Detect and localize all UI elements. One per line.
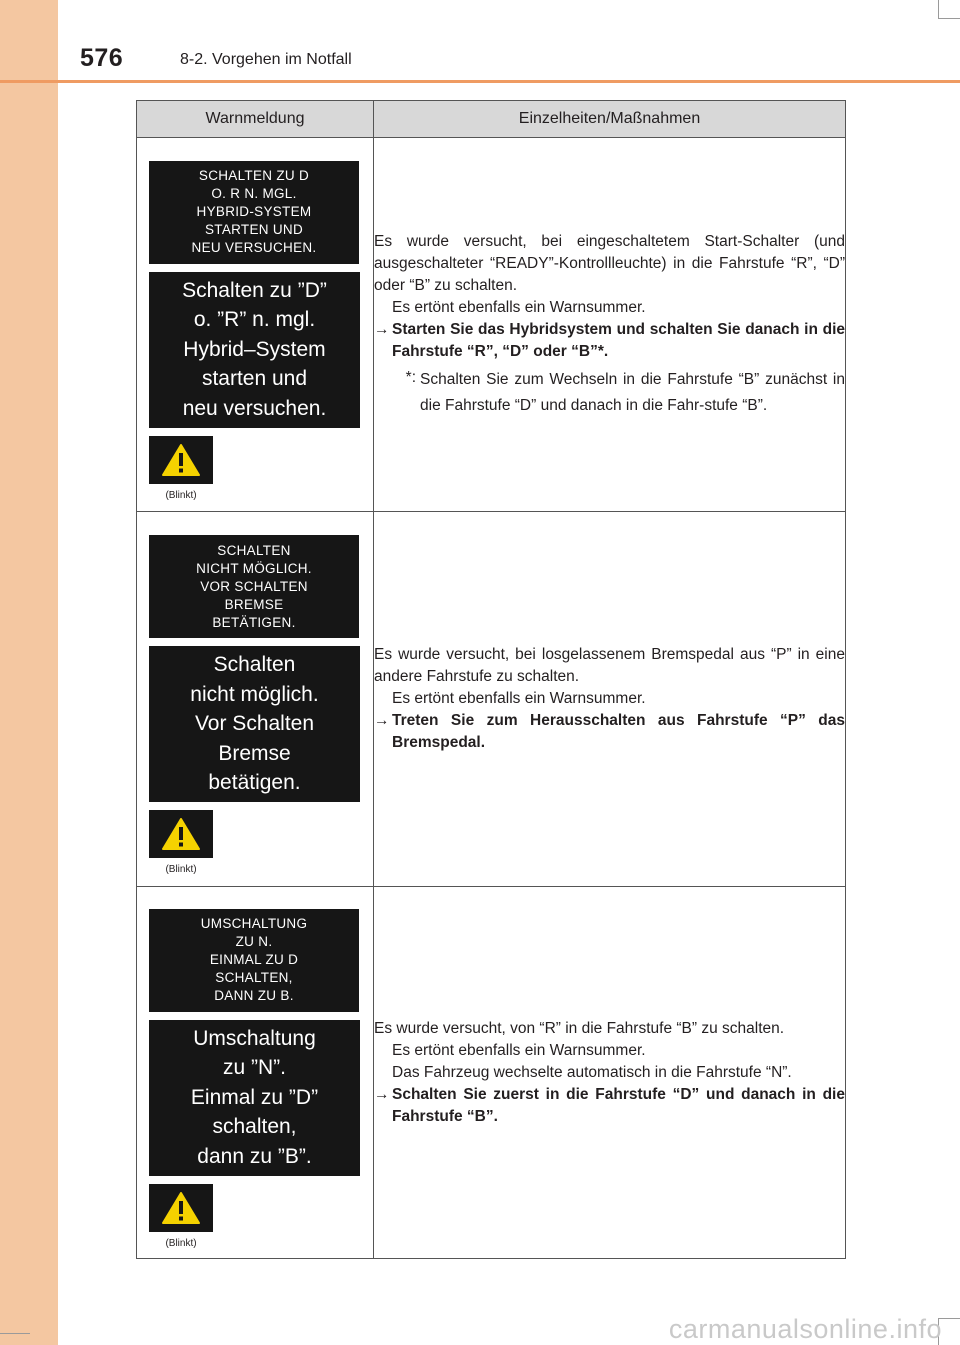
display-message-large	[149, 272, 360, 428]
blink-label: (Blinkt)	[165, 1237, 197, 1249]
table-row	[137, 887, 846, 1259]
display-line: ZU N.	[235, 934, 273, 949]
warning-light	[149, 1184, 213, 1232]
display-line: SCHALTEN,	[215, 970, 293, 985]
display-line: SCHALTEN	[217, 542, 291, 558]
display-line: BETÄTIGEN.	[212, 614, 296, 630]
auto-shift-note: Das Fahrzeug wechselte automatisch in die Fahrstufe “N”.	[392, 1063, 792, 1081]
display-line: neu versuchen.	[182, 396, 327, 420]
footnote	[374, 367, 845, 419]
description: Es wurde versucht, bei losgelassenem Bremspedal aus “P” in eine andere Fahrstufe zu schalten.	[374, 646, 845, 685]
display-line: betätigen.	[208, 771, 301, 795]
display-line: BREMSE	[224, 596, 284, 612]
warning-cell	[137, 887, 374, 1259]
display-message-small	[149, 161, 359, 264]
warning-triangle-icon	[161, 443, 201, 477]
action-item	[374, 319, 845, 363]
col-header-warnmeldung: Warnmeldung	[137, 101, 374, 138]
display-line: o. ”R” n. mgl.	[193, 308, 316, 332]
warning-cell	[137, 138, 374, 512]
display-message-small	[149, 535, 359, 638]
action-item	[374, 710, 845, 754]
display-line: zu ”N”.	[223, 1056, 286, 1080]
display-line: VOR SCHALTEN	[200, 578, 308, 594]
footnote-mark: *:	[405, 368, 416, 386]
warning-triangle-icon	[161, 817, 201, 851]
buzzer-note: Es ertönt ebenfalls ein Warnsummer.	[392, 298, 646, 316]
display-line: nicht möglich.	[190, 682, 319, 706]
watermark: carmanualsonline.info	[668, 1314, 942, 1344]
description: Es wurde versucht, bei eingeschaltetem Start-Schalter (und ausgeschalteter “READY”-Kontrollleuchte) in die Fahrstufe “R”, “D” oder “B” zu schalten.	[374, 232, 845, 294]
action-text: Treten Sie zum Herausschalten aus Fahrstufe “P” das Bremspedal.	[392, 712, 845, 751]
page-number: 576	[80, 44, 124, 72]
buzzer-note: Es ertönt ebenfalls ein Warnsummer.	[392, 690, 646, 707]
details-cell	[374, 887, 846, 1259]
display-line: Umschaltung	[193, 1026, 316, 1050]
details-cell	[374, 138, 846, 512]
details-cell	[374, 512, 846, 887]
warning-cell	[137, 512, 374, 887]
display-message-large	[149, 1020, 360, 1176]
display-line: Schalten	[213, 653, 296, 677]
display-line: NICHT MÖGLICH.	[196, 560, 312, 576]
table-header-row	[137, 101, 846, 138]
display-line: dann zu ”B”.	[197, 1144, 312, 1168]
display-message-large	[149, 646, 360, 802]
description: Es wurde versucht, von “R” in die Fahrstufe “B” zu schalten.	[374, 1019, 785, 1037]
crop-mark	[938, 0, 939, 18]
action-item	[374, 1084, 845, 1128]
display-line: UMSCHALTUNG	[200, 916, 308, 931]
arrow-icon: →	[374, 712, 390, 729]
action-text: Schalten Sie zuerst in die Fahrstufe “D” und danach in die Fahrstufe “B”.	[392, 1085, 845, 1125]
display-line: starten und	[201, 367, 308, 391]
footnote-text: Schalten Sie zum Wechseln in die Fahrstufe “B” zunächst in die Fahrstufe “D” und danach in die Fahr-stufe “B”.	[420, 370, 845, 414]
chapter-title: 8-2. Vorgehen im Notfall	[180, 51, 352, 68]
display-line: Schalten zu ”D”	[182, 278, 327, 302]
display-line: Einmal zu ”D”	[190, 1085, 319, 1109]
display-line: Hybrid–System	[183, 337, 326, 361]
header-rule	[0, 80, 960, 83]
warning-table	[136, 100, 846, 1259]
display-line: SCHALTEN ZU D	[198, 168, 310, 183]
display-line: DANN ZU B.	[214, 988, 294, 1003]
buzzer-note: Es ertönt ebenfalls ein Warnsummer.	[392, 1041, 646, 1059]
warning-light	[149, 436, 213, 484]
warning-light	[149, 810, 213, 858]
display-line: schalten,	[212, 1115, 297, 1139]
arrow-icon: →	[374, 1085, 390, 1103]
blink-label: (Blinkt)	[165, 489, 197, 501]
table-row	[137, 512, 846, 887]
action-text: Starten Sie das Hybridsystem und schalten Sie danach in die Fahrstufe “R”, “D” oder “B”*.	[392, 320, 845, 360]
crop-mark	[0, 1333, 30, 1334]
col-header-details: Einzelheiten/Maßnahmen	[374, 101, 846, 138]
display-line: STARTEN UND	[204, 222, 304, 237]
display-line: O. R N. MGL.	[211, 186, 297, 201]
display-line: Bremse	[218, 741, 291, 765]
display-line: NEU VERSUCHEN.	[191, 240, 317, 255]
display-line: EINMAL ZU D	[209, 952, 299, 967]
display-line: HYBRID-SYSTEM	[196, 204, 312, 219]
display-message-small	[149, 909, 359, 1012]
display-line: Vor Schalten	[194, 712, 315, 736]
side-band	[0, 0, 58, 1345]
blink-label: (Blinkt)	[165, 864, 197, 875]
warning-triangle-icon	[161, 1191, 201, 1225]
table-row	[137, 138, 846, 512]
arrow-icon: →	[374, 320, 390, 338]
crop-mark	[938, 18, 960, 19]
